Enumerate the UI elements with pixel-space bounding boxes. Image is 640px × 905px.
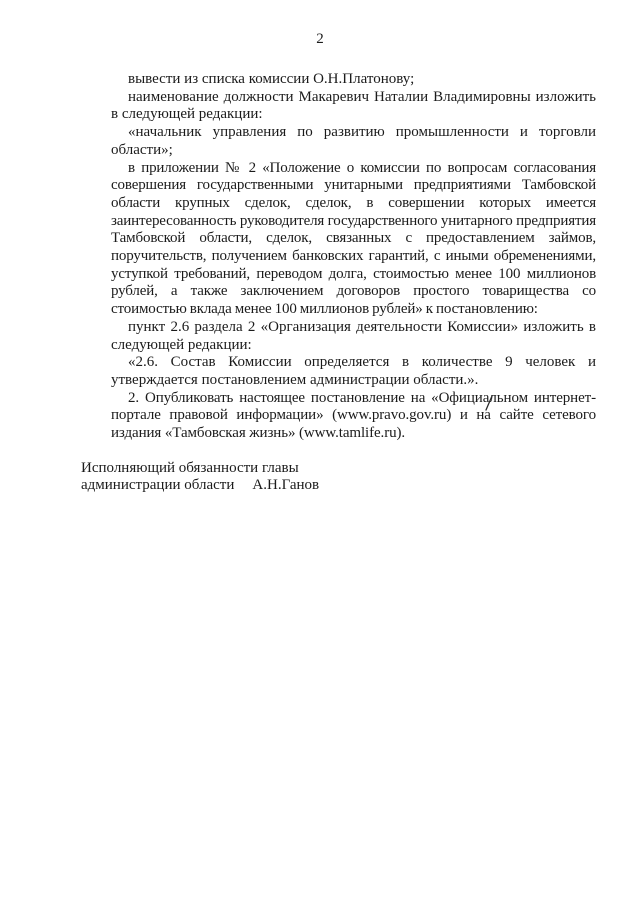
paragraph-new-position-title: «начальник управления по развитию промышленности и торговли области»; [111,124,596,158]
paragraph-point-2-6: пункт 2.6 раздела 2 «Организация деятельности Комиссии» изложить в следующей редакции: [111,318,596,353]
signature-position: администрации области [81,477,235,493]
signatory-name: А.Н.Ганов [252,477,320,493]
signature-position-line-1: Исполняющий обязанности главы [81,460,299,476]
signature-position-line-2 [81,477,481,494]
paragraph-appendix-2: в приложении № 2 «Положение о комиссии по вопросам согласования совершения государственными унитарными предприятиями Тамбовской области крупных сделок, сделок, в совершении которых имеется заинтересованность руководителя государственного унитарного предприятия Тамбовской области, сделок, связанных с предоставлением займов, поручительств, получением банковских гарантий, с иными обременениями, уступкой требований, переводом долга, стоимостью менее 100 миллионов рублей, а также заключением договоров простого товарищества со стоимостью вклада менее 100 миллионов рублей» к постановлению: [111,159,596,318]
signature-block [81,460,481,494]
paragraph-publication: 2. Опубликовать настоящее постановление на «Официальном интернет-портале правовой информации» (www.pravo.gov.ru) и на сайте сетевого издания «Тамбовская жизнь» (www.tamlife.ru). [111,389,596,442]
handwritten-mark [484,395,494,411]
paragraph-point-2-6-text: «2.6. Состав Комиссии определяется в количестве 9 человек и утверждается постановлением администрации области.». [111,354,596,388]
paragraph-remove-member: вывести из списка комиссии О.Н.Платонову; [128,71,415,87]
document-body [111,71,596,443]
page-number: 2 [316,31,324,47]
paragraph-position-change: наименование должности Макаревич Наталии Владимировны изложить в следующей редакции: [111,88,596,123]
